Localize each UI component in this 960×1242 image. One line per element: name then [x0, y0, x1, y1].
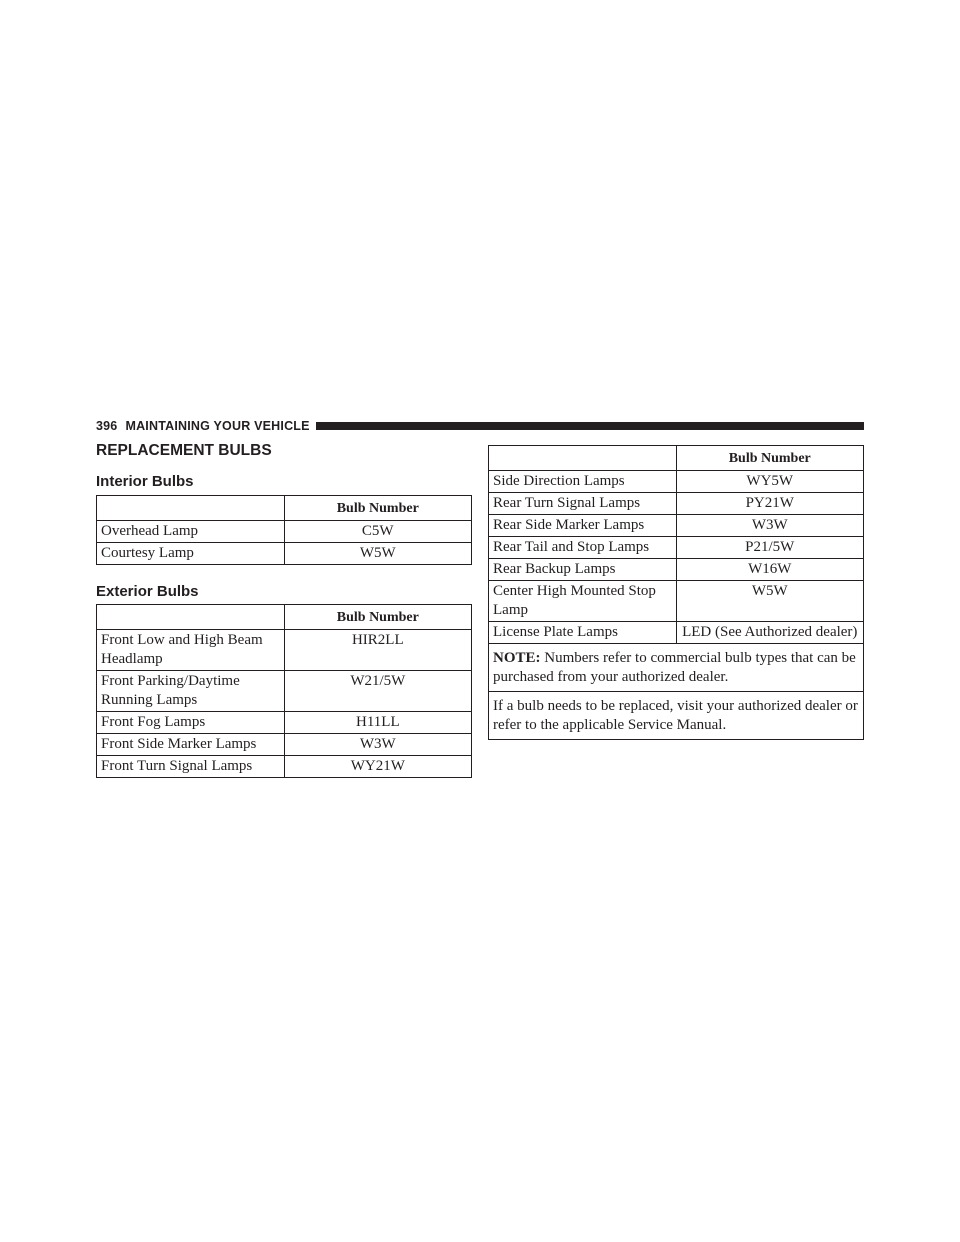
table-header-row [97, 605, 472, 630]
exterior-heading: Exterior Bulbs [96, 583, 199, 600]
interior-heading: Interior Bulbs [96, 473, 194, 490]
bulb-number: WY5W [676, 471, 864, 493]
lamp-name: Front Side Marker Lamps [97, 734, 285, 756]
table-row [489, 493, 864, 515]
footer-text: If a bulb needs to be replaced, visit your authorized dealer or refer to the applicable Service Manual. [489, 692, 864, 740]
lamp-name: Side Direction Lamps [489, 471, 677, 493]
table-row [489, 559, 864, 581]
bulb-number: WY21W [284, 756, 471, 778]
empty-header-cell [489, 446, 677, 471]
bulb-number: W16W [676, 559, 864, 581]
table-header-row [97, 496, 472, 521]
lamp-name: Rear Tail and Stop Lamps [489, 537, 677, 559]
lamp-name: Overhead Lamp [97, 521, 285, 543]
lamp-name: Courtesy Lamp [97, 543, 285, 565]
exterior-bulbs-table [96, 604, 472, 778]
exterior-bulbs-table-continued [488, 445, 864, 740]
section-title: MAINTAINING YOUR VEHICLE [125, 419, 310, 433]
lamp-name: License Plate Lamps [489, 622, 677, 644]
page-title: REPLACEMENT BULBS [96, 442, 272, 459]
bulb-number: W3W [284, 734, 471, 756]
note-row [489, 644, 864, 692]
bulb-number-header: Bulb Number [676, 446, 864, 471]
bulb-number: C5W [284, 521, 471, 543]
note-cell [489, 644, 864, 692]
table-row [489, 622, 864, 644]
table-row [97, 734, 472, 756]
bulb-number: H11LL [284, 712, 471, 734]
empty-header-cell [97, 605, 285, 630]
table-row [97, 756, 472, 778]
header-rule [316, 422, 864, 430]
bulb-number-header: Bulb Number [284, 605, 471, 630]
footer-row [489, 692, 864, 740]
note-text: Numbers refer to commercial bulb types that can be purchased from your authorized dealer. [493, 650, 856, 685]
lamp-name: Rear Side Marker Lamps [489, 515, 677, 537]
table-row [489, 515, 864, 537]
table-row [97, 630, 472, 671]
lamp-name: Front Turn Signal Lamps [97, 756, 285, 778]
table-header-row [489, 446, 864, 471]
lamp-name: Front Low and High Beam Headlamp [97, 630, 285, 671]
bulb-number: PY21W [676, 493, 864, 515]
table-row [489, 471, 864, 493]
empty-header-cell [97, 496, 285, 521]
table-row [489, 581, 864, 622]
bulb-number: W3W [676, 515, 864, 537]
table-row [97, 712, 472, 734]
table-row [489, 537, 864, 559]
page-number: 396 [96, 419, 118, 433]
lamp-name: Rear Backup Lamps [489, 559, 677, 581]
interior-bulbs-table [96, 495, 472, 565]
bulb-number: W21/5W [284, 671, 471, 712]
lamp-name: Front Fog Lamps [97, 712, 285, 734]
bulb-number: LED (See Authorized dealer) [676, 622, 864, 644]
bulb-number: P21/5W [676, 537, 864, 559]
lamp-name: Front Parking/Daytime Running Lamps [97, 671, 285, 712]
lamp-name: Rear Turn Signal Lamps [489, 493, 677, 515]
table-row [97, 543, 472, 565]
bulb-number-header: Bulb Number [284, 496, 471, 521]
table-row [97, 521, 472, 543]
note-label: NOTE: [493, 650, 541, 666]
table-row [97, 671, 472, 712]
lamp-name: Center High Mounted Stop Lamp [489, 581, 677, 622]
page-header [96, 419, 864, 433]
bulb-number: W5W [676, 581, 864, 622]
bulb-number: W5W [284, 543, 471, 565]
bulb-number: HIR2LL [284, 630, 471, 671]
